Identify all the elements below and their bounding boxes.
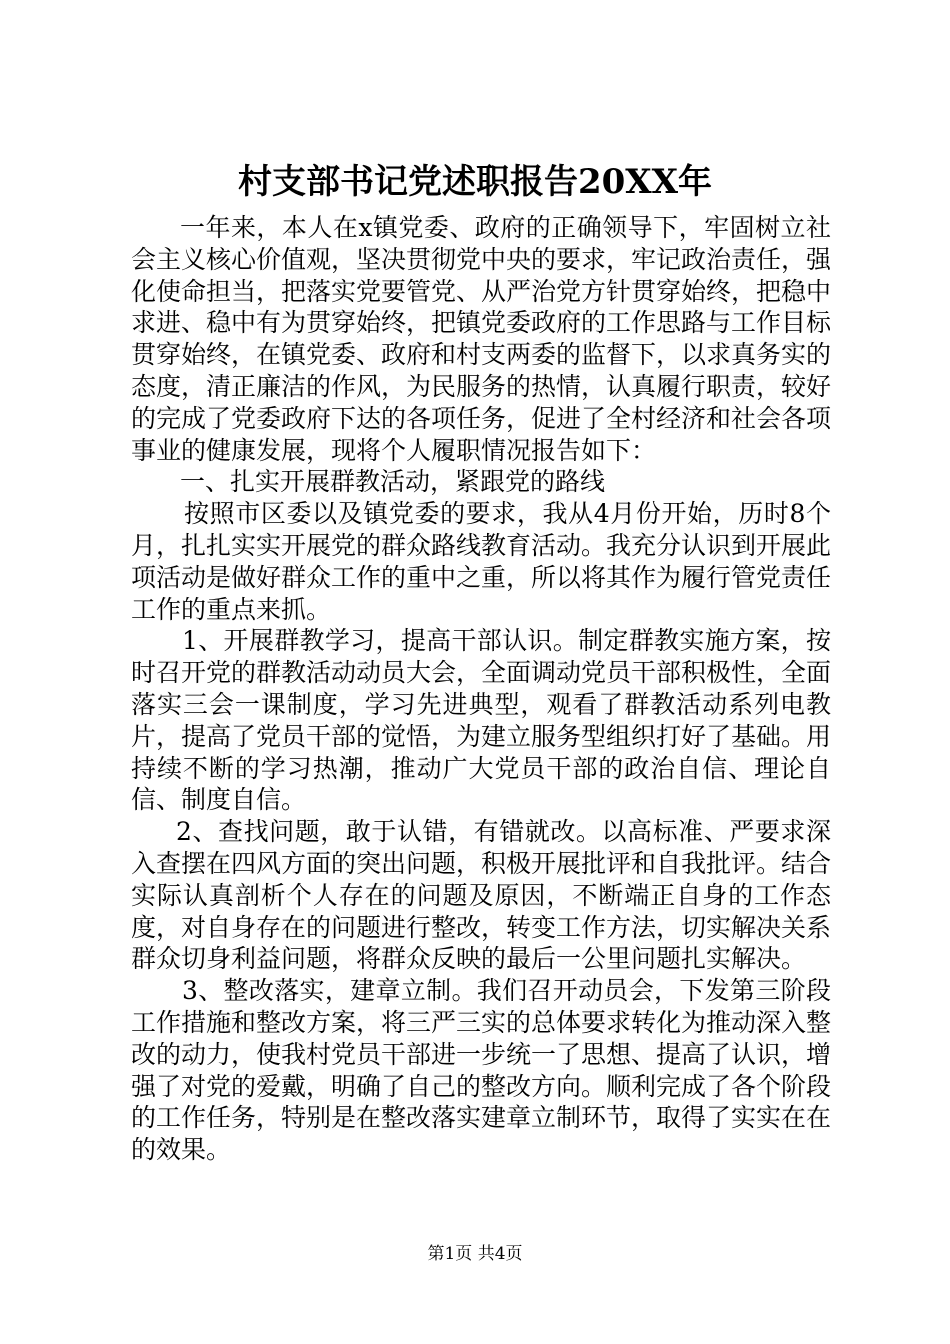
document-body bbox=[131, 212, 831, 1166]
paragraph-item-2: 2、查找问题，敢于认错，有错就改。以高标准、严要求深入查摆在四风方面的突出问题，积极开展批评和自我批评。结合实际认真剖析个人存在的问题及原因，不断端正自身的工作态度，对自身存在的问题进行整改，转变工作方法，切实解决关系群众切身利益问题，将群众反映的最后一公里问题扎实解决。 bbox=[131, 817, 832, 974]
document-title: 村支部书记党述职报告20XX年 bbox=[237, 162, 713, 202]
paragraph-item-1: 1、开展群教学习，提高干部认识。制定群教实施方案，按时召开党的群教活动动员大会，全面调动党员干部积极性，全面落实三会一课制度，学习先进典型，观看了群教活动系列电教片，提高了党员干部的觉悟，为建立服务型组织打好了基础。用持续不断的学习热潮，推动广大党员干部的政治自信、理论自信、制度自信。 bbox=[131, 626, 832, 815]
paragraph-intro: 一年来，本人在x镇党委、政府的正确领导下，牢固树立社会主义核心价值观，坚决贯彻党中央的要求，牢记政治责任，强化使命担当，把落实党要管党、从严治党方针贯穿始终，把稳中求进、稳中有为贯穿始终，把镇党委政府的工作思路与工作目标贯穿始终，在镇党委、政府和村支两委的监督下，以求真务实的态度，清正廉洁的作风，为民服务的热情，认真履行职责，较好的完成了党委政府下达的各项任务，促进了全村经济和社会各项事业的健康发展，现将个人履职情况报告如下： bbox=[131, 213, 832, 465]
section-heading-1: 一、扎实开展群教活动，紧跟党的路线 bbox=[180, 467, 606, 497]
page-indicator: 第1页 共4页 bbox=[427, 1244, 523, 1264]
paragraph-item-3: 3、整改落实，建章立制。我们召开动员会，下发第三阶段工作措施和整改方案，将三严三实的总体要求转化为推动深入整改的动力，使我村党员干部进一步统一了思想、提高了认识，增强了对党的爱戴，明确了自己的整改方向。顺利完成了各个阶段的工作任务，特别是在整改落实建章立制环节，取得了实实在在的效果。 bbox=[131, 976, 832, 1165]
paragraph-section-1: 按照市区委以及镇党委的要求，我从4月份开始，历时8个月，扎扎实实开展党的群众路线教育活动。我充分认识到开展此项活动是做好群众工作的重中之重，所以将其作为履行管党责任工作的重点来抓。 bbox=[131, 499, 832, 624]
